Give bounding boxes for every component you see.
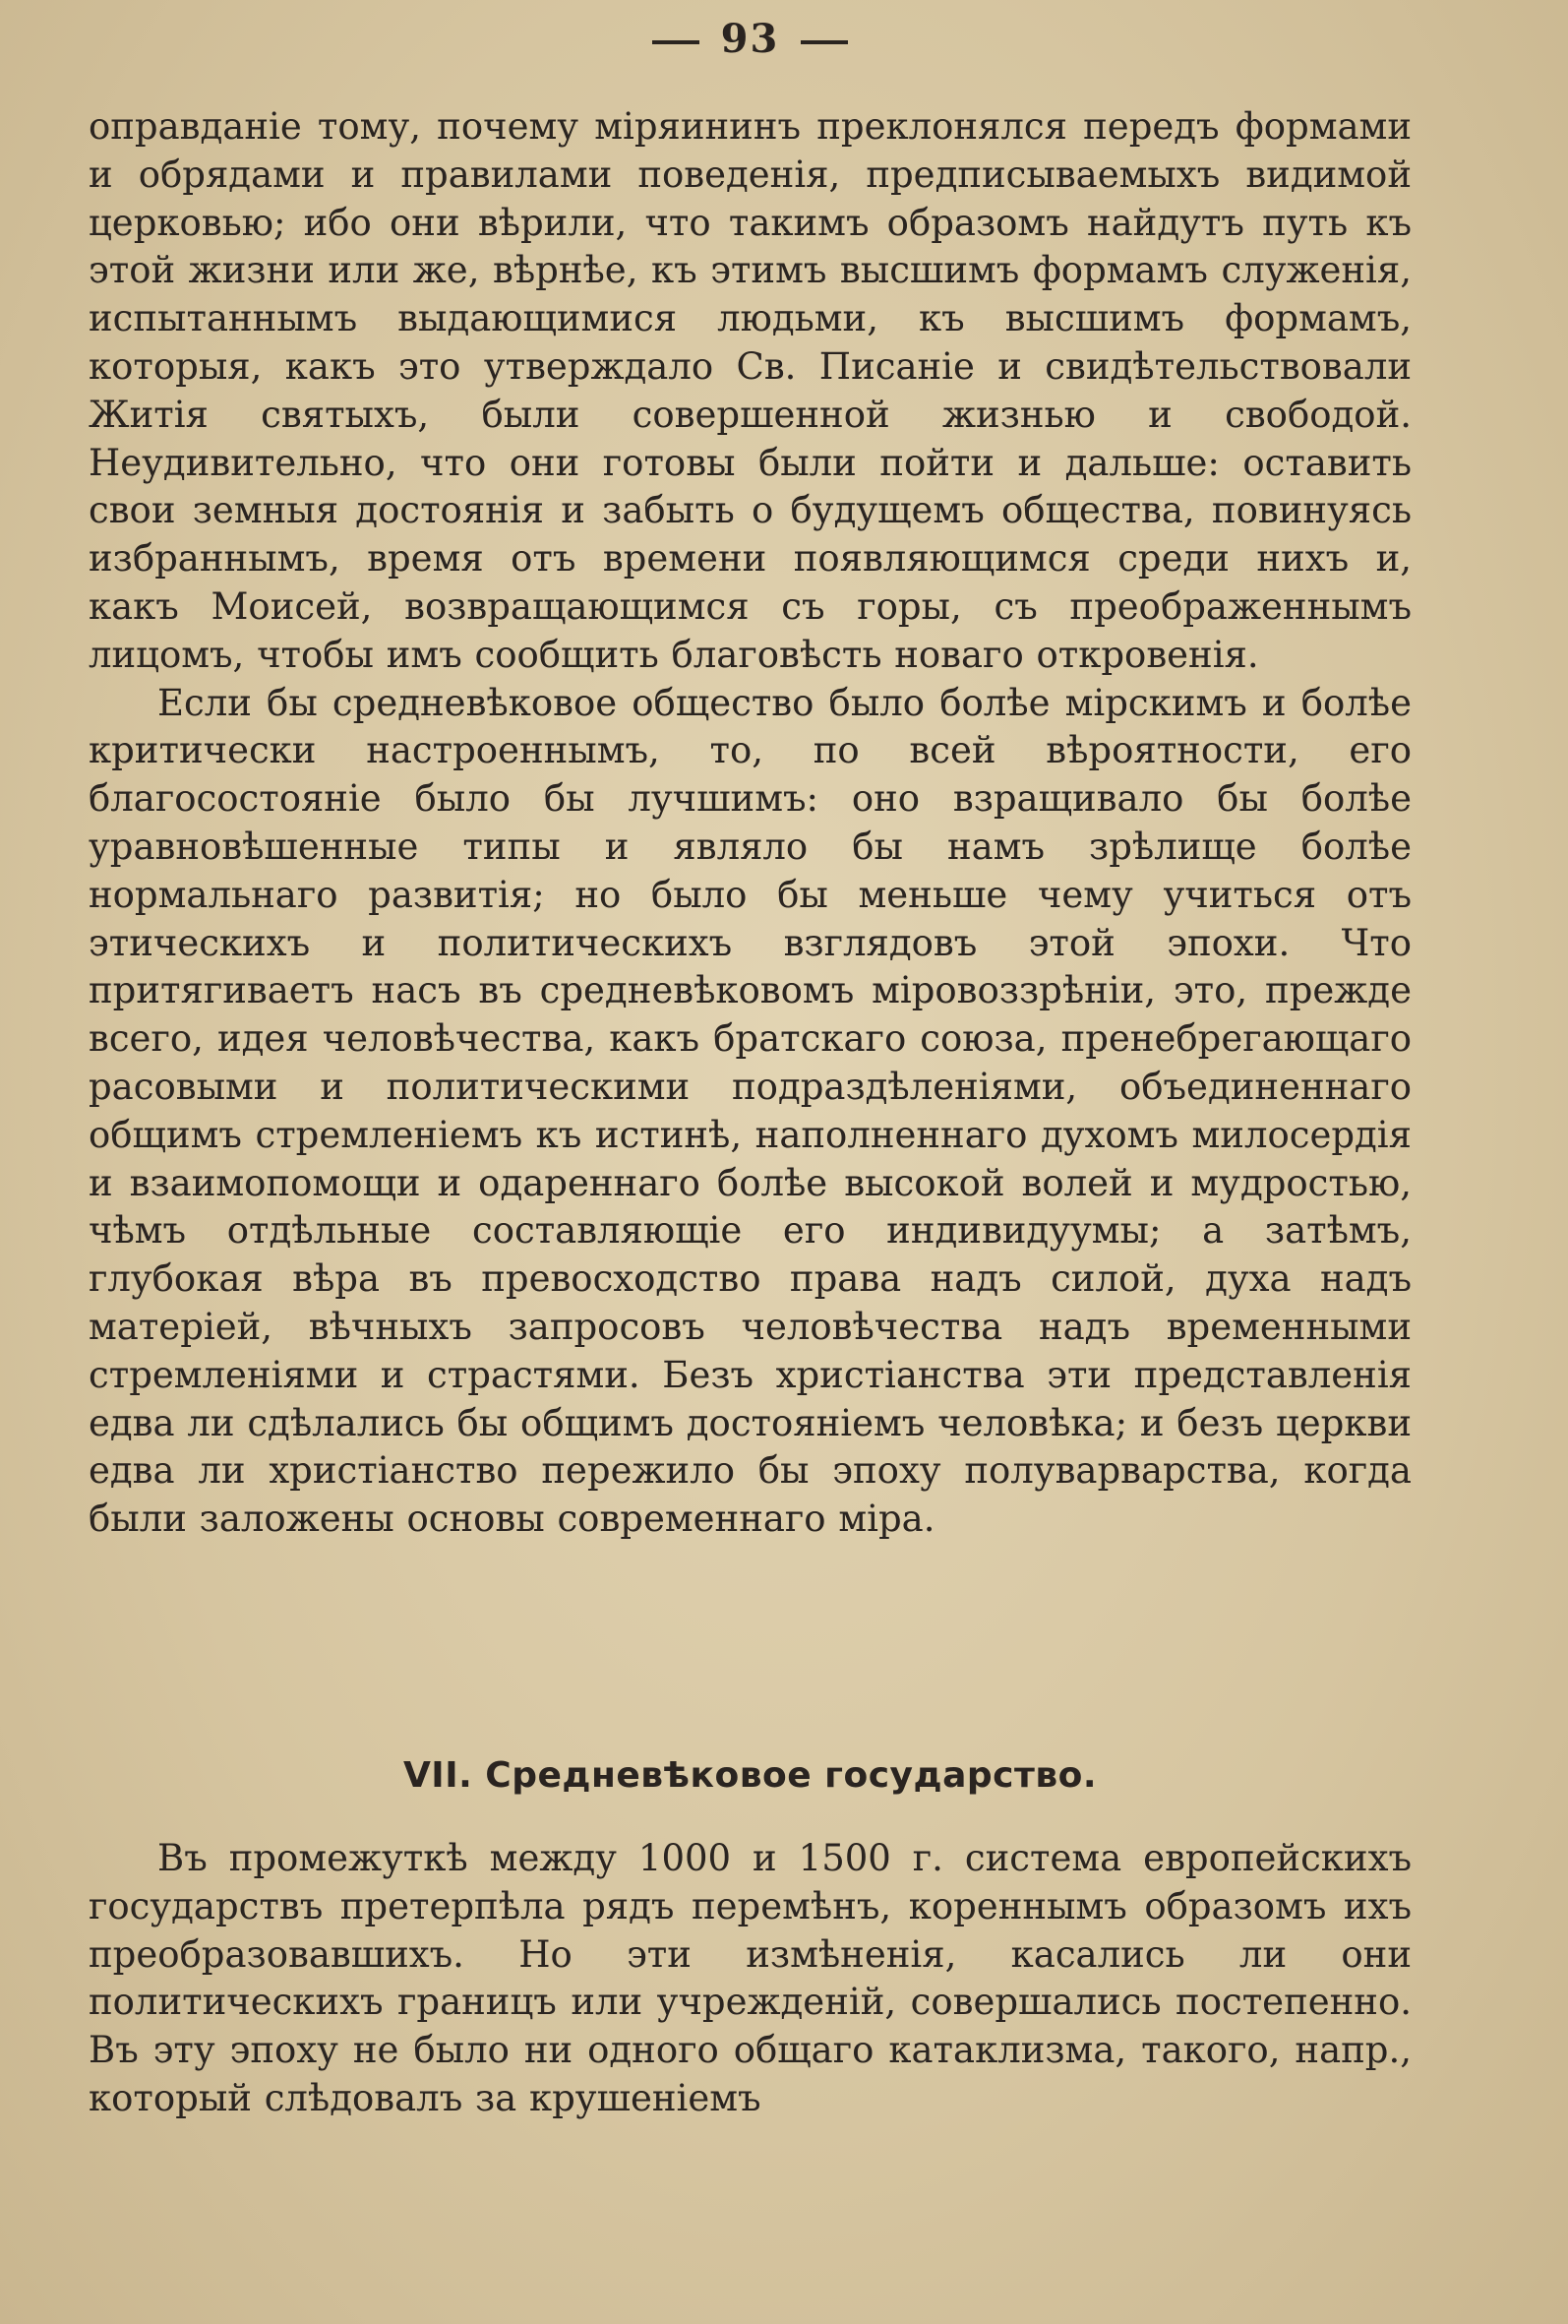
- page-number-header: [89, 10, 1412, 69]
- book-page: [89, 0, 1412, 2324]
- right-dash: [801, 40, 848, 44]
- paragraph-1: оправданіе тому, почему міряининъ преклонялся передъ формами и обрядами и правилами поведенія, предписываемыхъ видимой церковью; ибо они вѣрили, что такимъ образомъ найдутъ путь къ этой жизни или же, вѣрнѣе, къ этимъ высшимъ формамъ служенія, испытаннымъ выдающимися людьми, къ высшимъ формамъ, которыя, какъ это утверждало Св. Писаніе и свидѣтельствовали Житія святыхъ, были совершенной жизнью и свободой. Неудивительно, что они готовы были пойти и дальше: оставить свои земныя достоянія и забыть о будущемъ общества, повинуясь избраннымъ, время отъ времени появляющимся среди нихъ и, какъ Моисей, возвращающимся съ горы, съ преображеннымъ лицомъ, чтобы имъ сообщить благовѣсть новаго откровенія.: [89, 105, 1412, 676]
- page-number: 93: [720, 16, 780, 62]
- paragraph-2: Если бы средневѣковое общество было болѣе мірскимъ и болѣе критически настроеннымъ, то, по всей вѣроятности, его благосостояніе было бы лучшимъ: оно взращивало бы болѣе уравновѣшенные типы и являло бы намъ зрѣлище болѣе нормальнаго развитія; но было бы меньше чему учиться отъ этическихъ и политическихъ взглядовъ этой эпохи. Что притягиваетъ насъ въ средневѣковомъ міровоззрѣніи, это, прежде всего, идея человѣчества, какъ братскаго союза, пренебрегающаго расовыми и политическими подраздѣленіями, объединеннаго общимъ стремленіемъ къ истинѣ, наполненнаго духомъ милосердія и взаимопомощи и одареннаго болѣе высокой волей и мудростью, чѣмъ отдѣльные составляющіе его индивидуумы; а затѣмъ, глубокая вѣра въ превосходство права надъ силой, духа надъ матеріей, вѣчныхъ запросовъ человѣчества надъ временными стремленіями и страстями. Безъ христіанства эти представленія едва ли сдѣлались бы общимъ достояніемъ человѣка; и безъ церкви едва ли христіанство пережило бы эпоху полуварварства, когда были заложены основы современнаго міра.: [89, 681, 1412, 1541]
- left-dash: [652, 40, 699, 44]
- main-text: [89, 103, 1412, 1544]
- section-paragraph: Въ промежуткѣ между 1000 и 1500 г. система европейскихъ государствъ претерпѣла рядъ перемѣнъ, кореннымъ образомъ ихъ преобразовавшихъ. Но эти измѣненія, касались ли они политическихъ границъ или учрежденій, совершались постепенно. Въ эту эпоху не было ни одного общаго катаклизма, такого, напр., который слѣдовалъ за крушеніемъ: [89, 1837, 1412, 2119]
- section-heading: VII. Средневѣковое государство.: [402, 1755, 1098, 1796]
- section-text: [89, 1835, 1412, 2123]
